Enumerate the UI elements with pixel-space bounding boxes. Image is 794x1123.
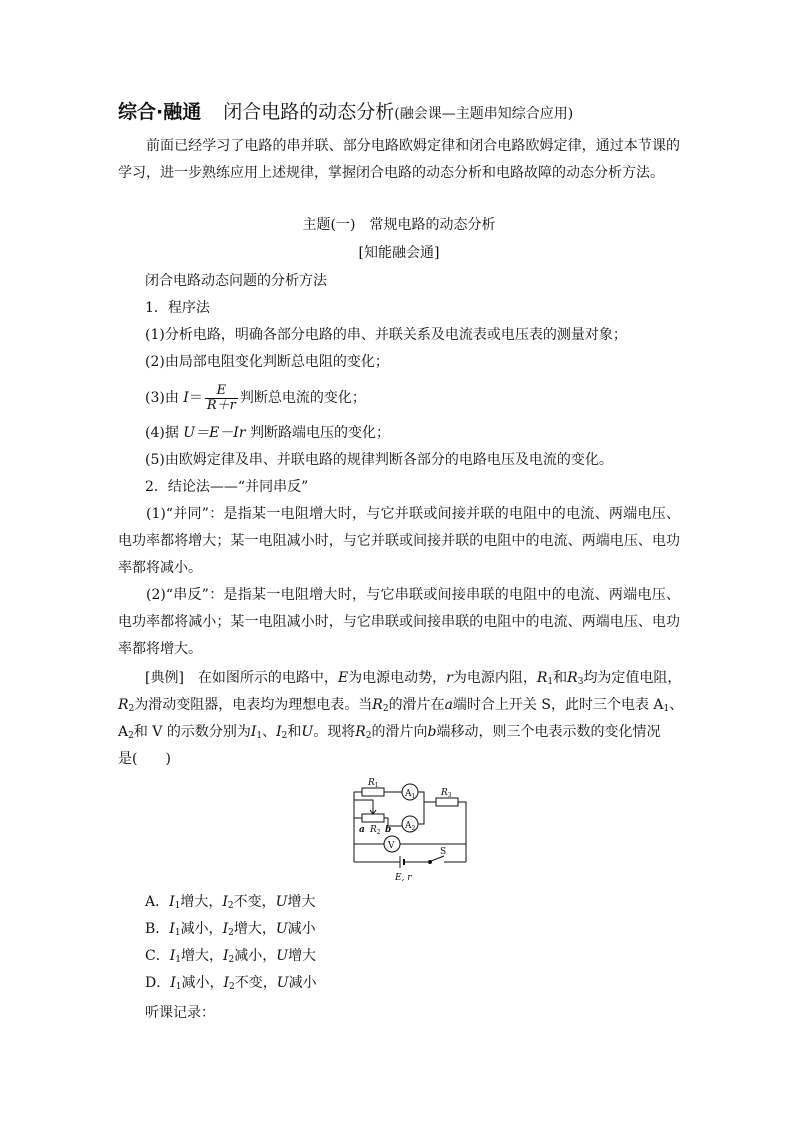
- example-text: 。现将: [313, 724, 356, 740]
- option-part-u: U: [275, 894, 288, 910]
- option-part-s2: 2: [228, 955, 235, 965]
- example-text: 在如图所示的电路中，: [183, 670, 338, 686]
- fraction-numerator: E: [216, 382, 227, 398]
- example-line1: [145, 669, 681, 691]
- symbol-I2: I: [276, 724, 282, 740]
- method1-step2: (2)由局部电阻变化判断总电阻的变化；: [145, 354, 389, 370]
- option-part-t2: 不变，: [233, 894, 276, 910]
- option-part-letter: C．: [145, 948, 170, 964]
- option-part-s2: 2: [228, 928, 234, 938]
- method1-title: 1．程序法: [145, 300, 210, 316]
- option-part-t3: 增大: [288, 948, 317, 964]
- resistor-r2: [362, 814, 384, 822]
- subscript: 3: [577, 677, 584, 687]
- option-part-t1: 增大，: [180, 948, 223, 964]
- example-tag: [典例]: [145, 670, 184, 686]
- option-part-letter: A．: [145, 894, 170, 910]
- example-text: 和: [553, 670, 568, 686]
- title-subtitle: (融会课—主题串知综合应用): [394, 106, 574, 122]
- label-r1: $R_1$: [368, 778, 379, 789]
- label-er: E, r: [395, 873, 412, 883]
- option-part-i1: I: [169, 894, 175, 910]
- example-text: 为电源电动势，: [348, 670, 447, 686]
- option-c[interactable]: [145, 947, 316, 969]
- option-part-u: U: [275, 921, 288, 937]
- symbol-R2: R: [118, 697, 129, 713]
- subscript: 1: [663, 704, 670, 714]
- label-v: V: [388, 841, 395, 851]
- symbol-R3: R: [567, 670, 578, 686]
- method-title: 闭合电路动态问题的分析方法: [145, 273, 327, 289]
- option-part-s2: 2: [227, 901, 234, 911]
- step3-fraction: [205, 384, 238, 413]
- option-part-t2: 不变，: [234, 975, 277, 991]
- option-part-i1: I: [169, 921, 175, 937]
- option-part-t1: 减小，: [181, 975, 224, 991]
- example-text: 为电源内阻，: [452, 670, 537, 686]
- method1-step4: [145, 424, 390, 442]
- symbol-I1: I: [250, 724, 257, 740]
- option-part-i2: I: [222, 948, 229, 964]
- method2-para2: (2)“串反”：是指某一电阻增大时，与它串联或间接串联的电阻中的电流、两端电压、电功率都将减小；某一电阻减小时，与它串联或间接串联的电阻中的电流、两端电压、电功率都将增大。: [118, 587, 680, 657]
- circuit-diagram: [340, 774, 480, 886]
- subscript: 2: [128, 731, 134, 741]
- label-a1: $A_1$: [405, 789, 416, 800]
- label-s: S: [440, 847, 447, 857]
- label-a: a: [359, 825, 365, 835]
- option-part-letter: D．: [145, 975, 171, 991]
- lesson-title: [118, 100, 718, 126]
- symbol-b: b: [427, 724, 437, 740]
- symbol-R2: R: [372, 697, 383, 713]
- option-part-s1: 1: [175, 982, 182, 992]
- method1-step1: (1)分析电路，明确各部分电路的串、并联关系及电流表或电压表的测量对象；: [145, 327, 627, 343]
- notes-label: 听课记录：: [145, 1005, 215, 1021]
- step4-suffix: 判断路端电压的变化；: [245, 425, 390, 441]
- step3-prefix: (3)由: [145, 390, 184, 406]
- step4-formula: U＝E－Ir: [183, 425, 246, 441]
- subscript: 2: [128, 704, 135, 714]
- option-part-t1: 增大，: [180, 894, 223, 910]
- resistor-r1: [362, 788, 384, 796]
- option-part-letter: B．: [145, 921, 170, 937]
- symbol-E: E: [337, 670, 349, 686]
- example-text: 端移动，则三个电表示数的变化情况: [436, 724, 661, 740]
- option-part-s2: 2: [229, 982, 235, 992]
- step3-equals: ＝: [188, 390, 203, 406]
- label-b: b: [385, 825, 392, 835]
- option-part-t2: 减小，: [234, 948, 277, 964]
- method1-step3: [145, 381, 366, 415]
- symbol-U: U: [301, 724, 314, 740]
- topic-heading: 主题(一) 常规电路的动态分析: [302, 217, 496, 233]
- option-part-t2: 增大，: [233, 921, 276, 937]
- subscript: 1: [547, 677, 554, 687]
- subscript: 1: [256, 731, 263, 741]
- step4-prefix: (4)据: [145, 425, 184, 441]
- symbol-A: A: [118, 724, 129, 740]
- symbol-a: a: [444, 697, 453, 713]
- step3-lhs: I: [183, 390, 189, 406]
- option-part-i2: I: [223, 975, 230, 991]
- subscript: 2: [365, 731, 372, 741]
- option-part-i1: I: [170, 975, 176, 991]
- example-text: 的滑片向: [371, 724, 428, 740]
- method1-step5: (5)由欧姆定律及串、并联电路的规律判断各部分的电路电压及电流的变化。: [145, 452, 613, 468]
- example-text: 为滑动变阻器，电表均为理想电表。当: [134, 697, 373, 713]
- option-part-s1: 1: [174, 901, 181, 911]
- example-line3: [118, 723, 660, 745]
- option-b[interactable]: [145, 920, 316, 942]
- option-part-u: U: [276, 948, 289, 964]
- option-part-i2: I: [222, 894, 228, 910]
- option-part-t3: 增大: [287, 894, 316, 910]
- symbol-r: r: [446, 670, 453, 686]
- step3-suffix: 判断总电流的变化；: [239, 390, 366, 406]
- topic-subheading: [知能融会通]: [358, 245, 440, 261]
- label-r2: $R_2$: [370, 825, 381, 836]
- example-text: 、: [669, 697, 684, 713]
- option-part-t1: 减小，: [180, 921, 223, 937]
- example-text: 、: [262, 724, 277, 740]
- fraction-denominator: R＋r: [206, 397, 236, 413]
- intro-paragraph: 前面已经学习了电路的串并联、部分电路欧姆定律和闭合电路欧姆定律，通过本节课的学习，进一步熟练应用上述规律，掌握闭合电路的动态分析和电路故障的动态分析方法。: [118, 138, 680, 181]
- example-text: 均为定值电阻，: [583, 670, 682, 686]
- example-text: 和: [287, 724, 302, 740]
- example-text: 和 V 的示数分别为: [133, 724, 251, 740]
- option-part-i2: I: [222, 921, 229, 937]
- option-part-s1: 1: [175, 955, 181, 965]
- example-line2: [118, 696, 683, 718]
- subscript: 2: [281, 731, 288, 741]
- method2-title: 2．结论法——“并同串反”: [145, 479, 309, 495]
- option-part-t3: 减小: [288, 975, 317, 991]
- subscript: 2: [382, 704, 389, 714]
- label-r3: $R_3$: [441, 788, 452, 799]
- method2-para1: (1)“并同”：是指某一电阻增大时，与它并联或间接并联的电阻中的电流、两端电压、电功率都将增大；某一电阻减小时，与它并联或间接并联的电阻中的电流、两端电压、电功率都将减小。: [118, 506, 680, 576]
- option-a[interactable]: [145, 893, 315, 915]
- symbol-R1: R: [536, 670, 548, 686]
- example-text: 的滑片在: [388, 697, 445, 713]
- option-d[interactable]: [145, 974, 317, 996]
- resistor-r3: [436, 798, 458, 806]
- symbol-R2: R: [355, 724, 366, 740]
- option-part-i1: I: [169, 948, 176, 964]
- label-a2: $A_2$: [405, 821, 416, 832]
- example-text: 端时合上开关 S，此时三个电表 A: [452, 697, 664, 713]
- option-part-s1: 1: [174, 928, 181, 938]
- title-bold: 综合·融通: [118, 101, 202, 123]
- example-line4: 是( ): [118, 751, 171, 767]
- option-part-t3: 减小: [287, 921, 316, 937]
- title-main: 闭合电路的动态分析: [223, 101, 395, 123]
- option-part-u: U: [276, 975, 289, 991]
